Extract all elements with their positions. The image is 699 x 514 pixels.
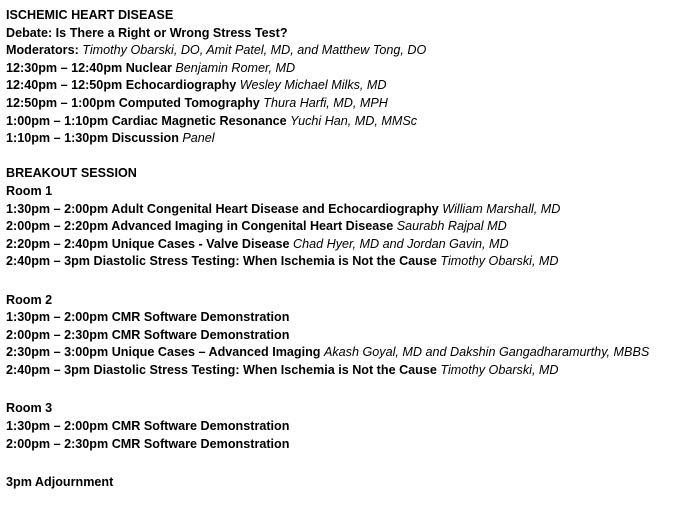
spacer <box>6 148 696 166</box>
session-speaker: Timothy Obarski, MD <box>440 363 559 378</box>
section-heading-breakout: BREAKOUT SESSION <box>6 166 137 181</box>
session-title: 12:40pm – 12:50pm Echocardiography <box>6 78 237 93</box>
session-speaker: Akash Goyal, MD and Dakshin Gangadharamurthy, MBBS <box>323 345 650 360</box>
session-title: 1:30pm – 2:00pm CMR Software Demonstration <box>6 419 290 434</box>
session-title: 12:30pm – 12:40pm Nuclear <box>6 60 172 75</box>
session-speaker: Timothy Obarski, MD <box>440 254 559 269</box>
agenda-document <box>6 7 696 492</box>
session-title: 2:20pm – 2:40pm Unique Cases - Valve Disease <box>6 236 290 251</box>
session-speaker: Thura Harfi, MD, MPH <box>263 95 388 110</box>
session-speaker: Panel <box>182 131 215 146</box>
session-line <box>6 418 696 436</box>
session-line <box>6 344 696 362</box>
session-line <box>6 130 696 148</box>
adjournment: 3pm Adjournment <box>6 475 114 490</box>
session-line <box>6 218 696 236</box>
session-speaker: Wesley Michael Milks, MD <box>239 78 387 93</box>
session-line <box>6 436 696 454</box>
session-speaker: Chad Hyer, MD and Jordan Gavin, MD <box>293 236 509 251</box>
spacer <box>6 271 696 292</box>
spacer <box>6 453 696 474</box>
session-line <box>6 309 696 327</box>
session-title: 1:10pm – 1:30pm Discussion <box>6 131 179 146</box>
room-label: Room 1 <box>6 183 53 198</box>
section-heading-ischemic: ISCHEMIC HEART DISEASE <box>6 8 174 22</box>
room-label: Room 2 <box>6 292 53 307</box>
session-title: 1:00pm – 1:10pm Cardiac Magnetic Resonance <box>6 113 287 128</box>
moderators-names: Timothy Obarski, DO, Amit Patel, MD, and Matthew Tong, DO <box>82 43 427 58</box>
session-title: 2:00pm – 2:30pm CMR Software Demonstration <box>6 327 290 342</box>
session-line <box>6 236 696 254</box>
session-line <box>6 253 696 271</box>
session-line <box>6 113 696 131</box>
spacer <box>6 380 696 401</box>
session-line <box>6 60 696 78</box>
debate-title: Debate: Is There a Right or Wrong Stress Test? <box>6 25 288 40</box>
session-speaker: Yuchi Han, MD, MMSc <box>290 113 418 128</box>
session-title: 2:00pm – 2:20pm Advanced Imaging in Congenital Heart Disease <box>6 219 394 234</box>
session-title: 1:30pm – 2:00pm Adult Congenital Heart Disease and Echocardiography <box>6 201 439 216</box>
moderators-label: Moderators: <box>6 43 79 58</box>
session-line <box>6 201 696 219</box>
session-line <box>6 95 696 113</box>
moderators-line <box>6 42 696 60</box>
session-title: 2:00pm – 2:30pm CMR Software Demonstration <box>6 436 290 451</box>
session-speaker: William Marshall, MD <box>442 201 561 216</box>
room-label: Room 3 <box>6 401 53 416</box>
session-title: 2:40pm – 3pm Diastolic Stress Testing: When Ischemia is Not the Cause <box>6 363 437 378</box>
session-line <box>6 362 696 380</box>
session-title: 12:50pm – 1:00pm Computed Tomography <box>6 95 260 110</box>
session-speaker: Saurabh Rajpal MD <box>396 219 507 234</box>
session-line <box>6 77 696 95</box>
session-speaker: Benjamin Romer, MD <box>175 60 296 75</box>
session-title: 1:30pm – 2:00pm CMR Software Demonstration <box>6 310 290 325</box>
session-title: 2:40pm – 3pm Diastolic Stress Testing: When Ischemia is Not the Cause <box>6 254 437 269</box>
session-title: 2:30pm – 3:00pm Unique Cases – Advanced Imaging <box>6 345 321 360</box>
session-line <box>6 327 696 345</box>
